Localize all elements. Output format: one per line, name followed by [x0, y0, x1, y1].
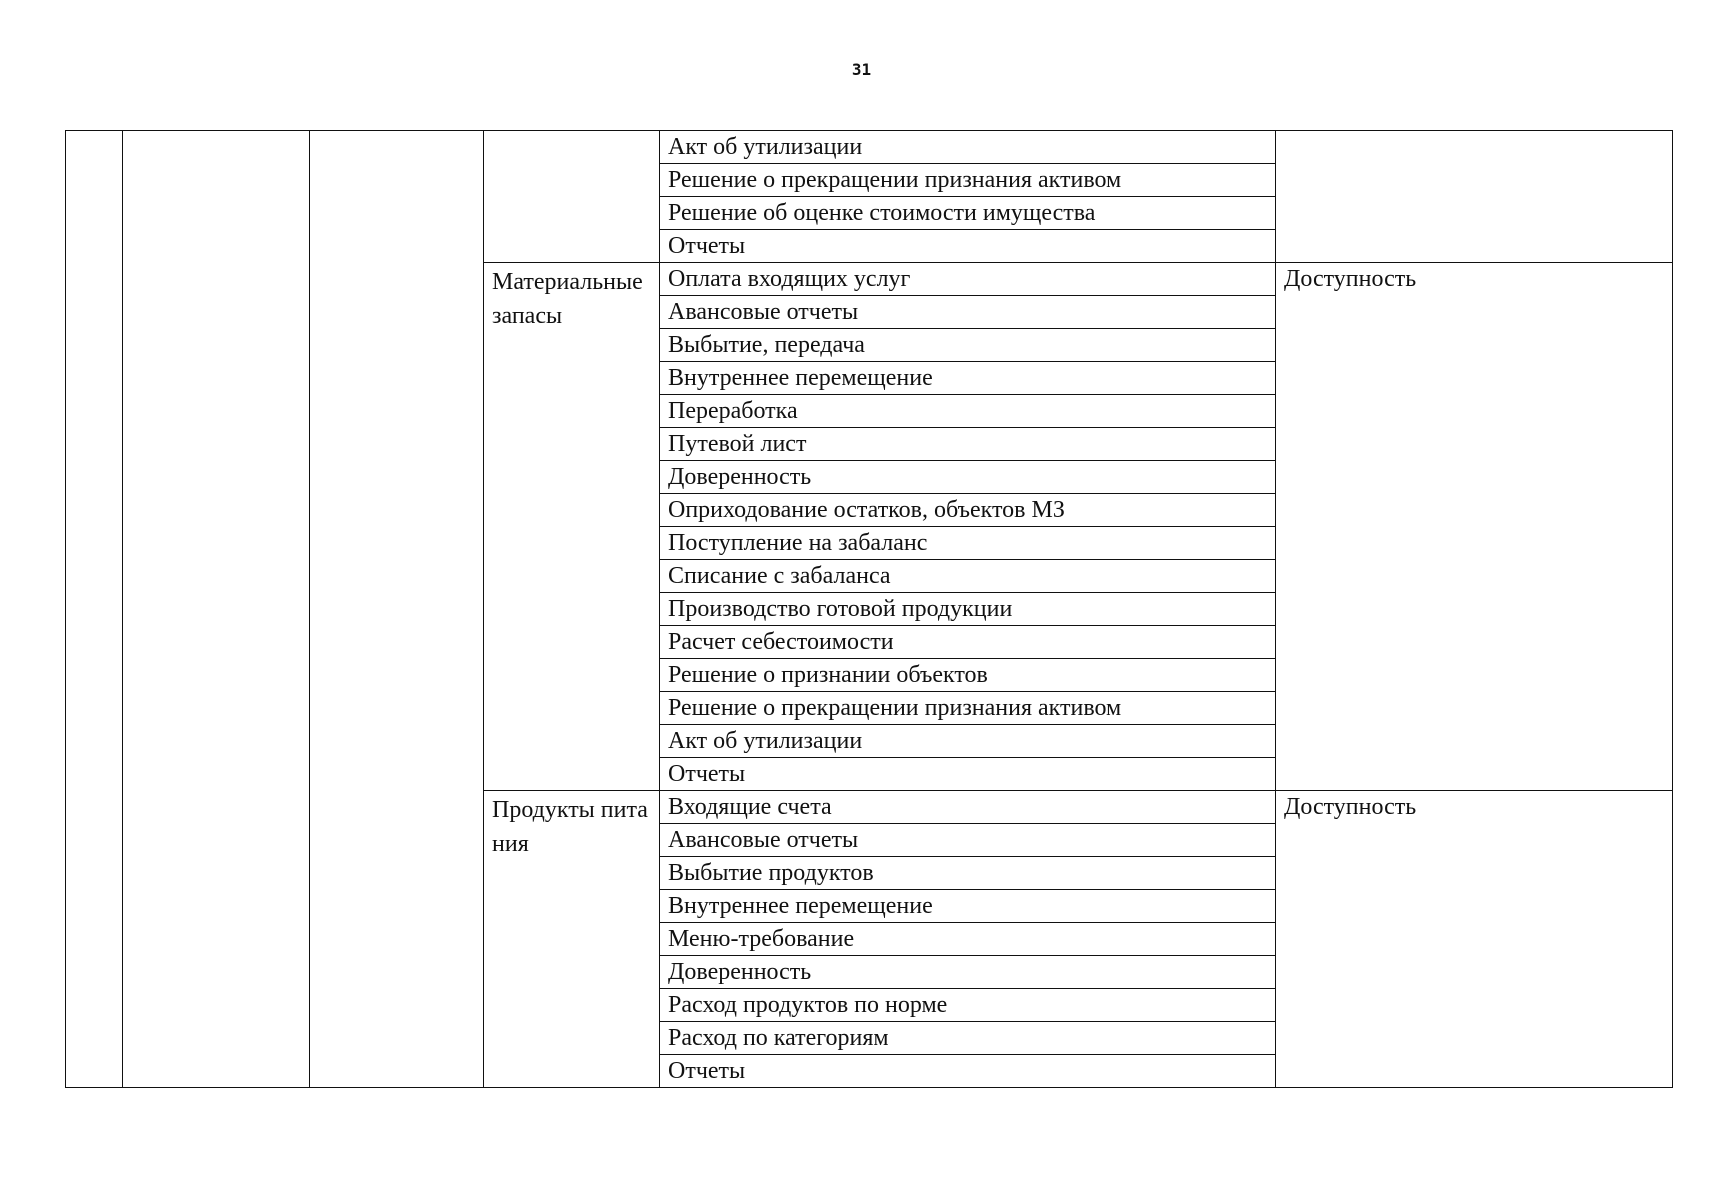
- document-type-cell: Производство готовой продукции: [660, 593, 1276, 626]
- document-type-cell: Расчет себестоимости: [660, 626, 1276, 659]
- document-type-cell: Выбытие, передача: [660, 329, 1276, 362]
- document-type-cell: Решение о прекращении признания активом: [660, 692, 1276, 725]
- document-type-cell: Расход по категориям: [660, 1022, 1276, 1055]
- document-table: [65, 130, 1673, 1088]
- property-cell: [1276, 131, 1673, 263]
- blank-column-1: [66, 131, 123, 1088]
- blank-column-2: [123, 131, 310, 1088]
- document-type-cell: Решение об оценке стоимости имущества: [660, 197, 1276, 230]
- category-cell: [484, 131, 660, 263]
- document-type-cell: Оплата входящих услуг: [660, 263, 1276, 296]
- document-type-cell: Акт об утилизации: [660, 725, 1276, 758]
- document-type-cell: Решение о прекращении признания активом: [660, 164, 1276, 197]
- document-type-cell: Переработка: [660, 395, 1276, 428]
- property-cell: Доступность: [1276, 263, 1673, 791]
- document-type-cell: Акт об утилизации: [660, 131, 1276, 164]
- document-type-cell: Внутреннее перемещение: [660, 890, 1276, 923]
- property-cell: Доступность: [1276, 791, 1673, 1088]
- table-row: [66, 131, 1673, 164]
- document-type-cell: Поступление на забаланс: [660, 527, 1276, 560]
- document-type-cell: Решение о признании объектов: [660, 659, 1276, 692]
- category-cell: Материальные запасы: [484, 263, 660, 791]
- document-type-cell: Доверенность: [660, 956, 1276, 989]
- document-type-cell: Путевой лист: [660, 428, 1276, 461]
- document-type-cell: Отчеты: [660, 230, 1276, 263]
- document-type-cell: Доверенность: [660, 461, 1276, 494]
- document-type-cell: Входящие счета: [660, 791, 1276, 824]
- document-type-cell: Оприходование остатков, объектов МЗ: [660, 494, 1276, 527]
- document-type-cell: Авансовые отчеты: [660, 824, 1276, 857]
- blank-column-3: [310, 131, 484, 1088]
- document-type-cell: Внутреннее перемещение: [660, 362, 1276, 395]
- category-cell: Продукты питания: [484, 791, 660, 1088]
- document-type-cell: Выбытие продуктов: [660, 857, 1276, 890]
- document-type-cell: Отчеты: [660, 1055, 1276, 1088]
- document-type-cell: Расход продуктов по норме: [660, 989, 1276, 1022]
- document-type-cell: Авансовые отчеты: [660, 296, 1276, 329]
- document-type-cell: Меню-требование: [660, 923, 1276, 956]
- document-type-cell: Отчеты: [660, 758, 1276, 791]
- page-number: 31: [851, 60, 872, 79]
- document-type-cell: Списание с забаланса: [660, 560, 1276, 593]
